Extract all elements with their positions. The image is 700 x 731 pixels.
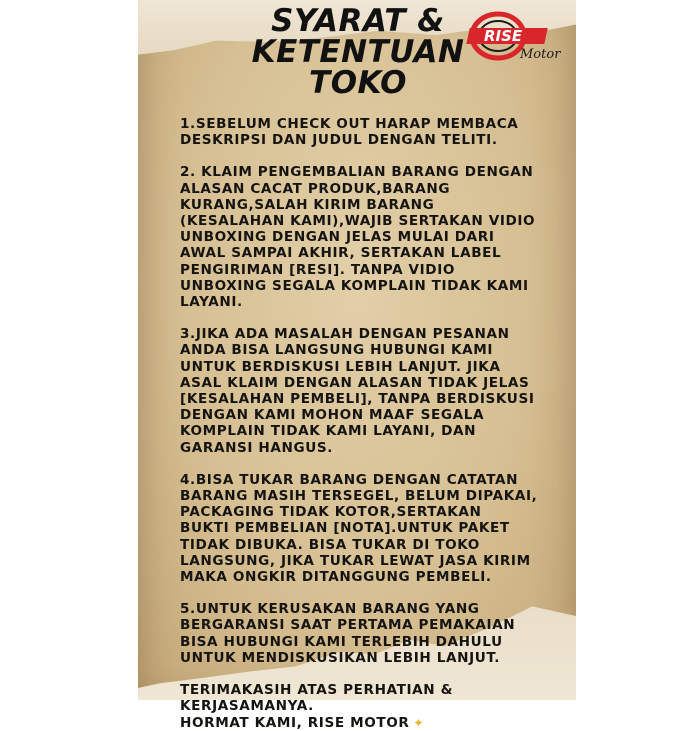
page-title — [238, 3, 478, 101]
logo-name: RISE — [484, 27, 523, 45]
term-3: 3.JIKA ADA MASALAH DENGAN PESANAN ANDA BISA LANGSUNG HUBUNGI KAMI UNTUK BERDISKUSI LEBIH LANJUT. JIKA ASAL KLAIM DENGAN ALASAN TIDAK JELAS [KESALAHAN PEMBELI], TANPA BERDISKUSI DENGAN KAMI MOHON MAAF SEGALA KOMPLAIN TIDAK KAMI LAYANI, DAN GARANSI HANGUS. — [180, 326, 535, 456]
paper-background — [138, 0, 576, 731]
term-2: 2. KLAIM PENGEMBALIAN BARANG DENGAN ALASAN CACAT PRODUK,BARANG KURANG,SALAH KIRIM BARANG (KESALAHAN KAMI),WAJIB SERTAKAN VIDIO UNBOXING DENGAN JELAS MULAI DARI AWAL SAMPAI AKHIR, SERTAKAN LABEL PENGIRIMAN [RESI]. TANPA VIDIO UNBOXING SEGALA KOMPLAIN TIDAK KAMI LAYANI. — [180, 164, 536, 311]
closing-signature: HORMAT KAMI, RISE MOTOR — [180, 714, 410, 731]
rise-motor-logo-icon — [468, 8, 568, 64]
title-line-1: SYARAT & — [271, 3, 445, 39]
title-line-3: TOKO — [309, 65, 407, 101]
terms-content — [180, 116, 540, 731]
closing-thanks: TERIMAKASIH ATAS PERHATIAN & KERJASAMANYA. — [180, 682, 454, 715]
sparkle-icon: ✦ — [413, 715, 425, 730]
logo-sub: Motor — [520, 47, 561, 62]
title-line-2: KETENTUAN — [251, 34, 465, 70]
term-4: 4.BISA TUKAR BARANG DENGAN CATATAN BARANG MASIH TERSEGEL, BELUM DIPAKAI, PACKAGING TIDAK KOTOR,SERTAKAN BUKTI PEMBELIAN [NOTA].UNTUK PAKET TIDAK DIBUKA. BISA TUKAR DI TOKO LANGSUNG, JIKA TUKAR LEWAT JASA KIRIM MAKA ONGKIR DITANGGUNG PEMBELI. — [180, 471, 538, 586]
term-5: 5.UNTUK KERUSAKAN BARANG YANG BERGARANSI SAAT PERTAMA PEMAKAIAN BISA HUBUNGI KAMI TERLEBIH DAHULU UNTUK MENDISKUSIKAN LEBIH LANJUT. — [180, 601, 516, 666]
term-1: 1.SEBELUM CHECK OUT HARAP MEMBACA DESKRIPSI DAN JUDUL DENGAN TELITI. — [180, 116, 519, 149]
signature-row — [180, 715, 540, 731]
